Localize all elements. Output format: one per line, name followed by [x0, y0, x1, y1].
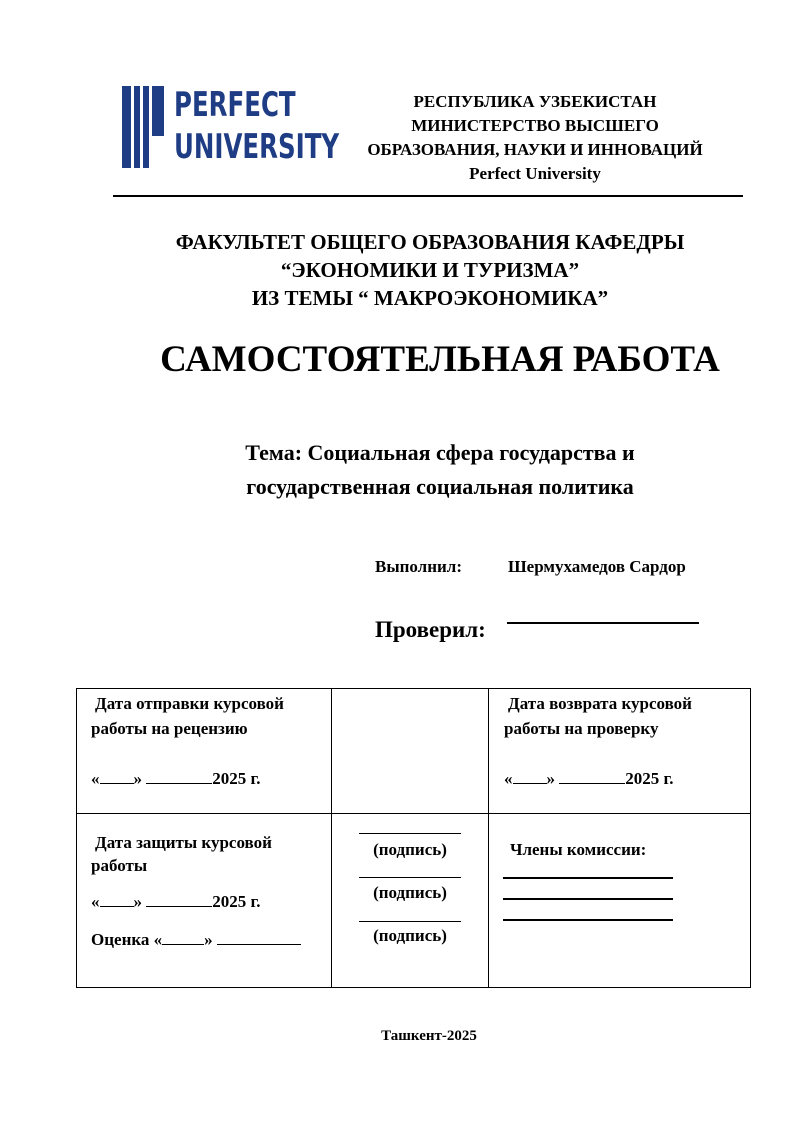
signature-caption-1: (подпись): [373, 840, 447, 859]
logo-text-line2: UNIVERSITY: [174, 127, 340, 167]
commission-line-3: [503, 919, 673, 921]
returned-day-blank: [513, 767, 547, 784]
faculty-line-1: ФАКУЛЬТЕТ ОБЩЕГО ОБРАЗОВАНИЯ КАФЕДРЫ: [175, 230, 685, 254]
defense-label-line2: работы: [91, 856, 148, 875]
returned-label-line2: работы на проверку: [504, 719, 659, 738]
sent-date-year: 2025 г.: [212, 769, 261, 788]
defense-label-line1: Дата защиты курсовой: [95, 833, 272, 852]
sent-date-open-quote: «: [91, 769, 100, 788]
header-line-2: МИНИСТЕРСТВО ВЫСШЕГО: [411, 116, 659, 135]
commission-line-1: [503, 877, 673, 879]
university-logo: [122, 85, 340, 172]
topic-line-1: Тема: Социальная сфера государства и: [245, 440, 635, 465]
returned-month-blank: [559, 767, 625, 784]
work-title: САМОСТОЯТЕЛЬНАЯ РАБОТА: [160, 339, 720, 380]
signature-caption-2: (подпись): [373, 883, 447, 902]
defense-date-open-quote: «: [91, 892, 100, 911]
faculty-block: [100, 228, 760, 312]
topic-block: [140, 436, 740, 504]
sent-date-close-quote: »: [133, 769, 142, 788]
grade-line: [91, 927, 301, 952]
logo-mark-icon: [122, 86, 164, 168]
sent-label-line1: Дата отправки курсовой: [95, 694, 284, 713]
defense-date-close-quote: »: [133, 892, 142, 911]
table-row-divider: [77, 813, 750, 814]
defense-month-blank: [146, 890, 212, 907]
header-divider: [113, 195, 743, 197]
table-col-divider-2: [488, 689, 489, 987]
header-line-1: РЕСПУБЛИКА УЗБЕКИСТАН: [413, 92, 657, 111]
returned-date-year: 2025 г.: [625, 769, 674, 788]
checker-label: Проверил:: [375, 617, 486, 642]
sent-day-blank: [100, 767, 134, 784]
defense-date: [91, 889, 261, 914]
topic-line-2: государственная социальная политика: [246, 474, 634, 499]
grade-close-quote: »: [204, 930, 213, 949]
signature-line-1: [359, 833, 461, 834]
commission-line-2: [503, 898, 673, 900]
sent-date: [91, 766, 261, 791]
logo-text-line1: PERFECT: [174, 85, 296, 125]
defense-day-blank: [100, 890, 134, 907]
returned-date-open-quote: «: [504, 769, 513, 788]
defense-date-year: 2025 г.: [212, 892, 261, 911]
grade-label: Оценка «: [91, 930, 163, 949]
grade-text-blank: [217, 928, 301, 945]
author-label: Выполнил:: [375, 557, 463, 576]
faculty-line-3: ИЗ ТЕМЫ “ МАКРОЭКОНОМИКА”: [251, 286, 609, 310]
signature-line-3: [359, 921, 461, 922]
returned-date-close-quote: »: [546, 769, 555, 788]
header-line-3: ОБРАЗОВАНИЯ, НАУКИ И ИННОВАЦИЙ: [367, 140, 703, 159]
city-year-footer: Ташкент-2025: [381, 1028, 477, 1044]
header-line-4: Perfect University: [469, 164, 601, 183]
commission-label: Члены комиссии:: [510, 840, 647, 859]
faculty-line-2: “ЭКОНОМИКИ И ТУРИЗМА”: [280, 258, 580, 282]
returned-label-line1: Дата возврата курсовой: [508, 694, 692, 713]
sent-label-line2: работы на рецензию: [91, 719, 248, 738]
grade-blank: [162, 928, 204, 945]
checker-signature-line: [507, 622, 699, 624]
submission-table: [76, 688, 751, 988]
signature-caption-3: (подпись): [373, 926, 447, 945]
author-name: Шермухамедов Сардор: [508, 557, 686, 576]
ministry-header: [340, 90, 730, 186]
sent-month-blank: [146, 767, 212, 784]
signature-line-2: [359, 877, 461, 878]
returned-date: [504, 766, 674, 791]
